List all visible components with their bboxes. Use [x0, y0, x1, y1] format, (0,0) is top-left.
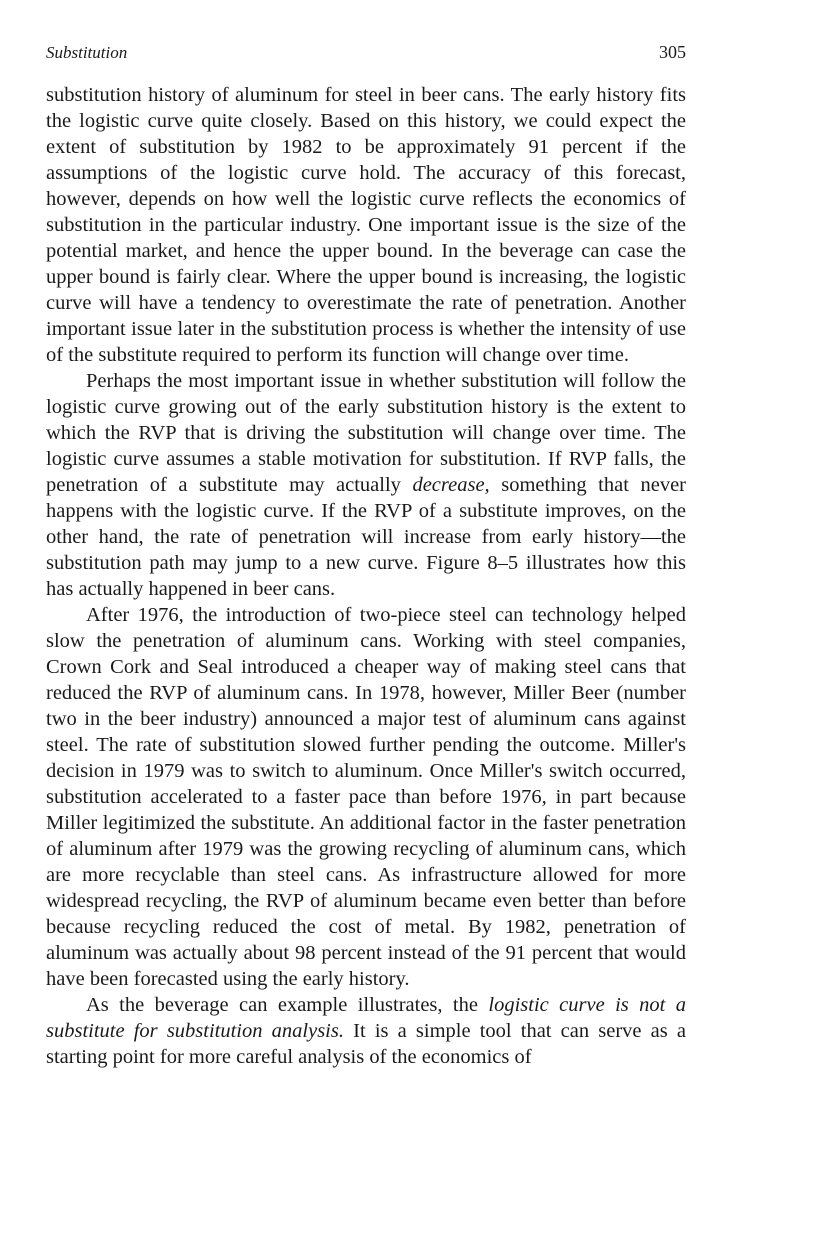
page-number: 305	[659, 42, 686, 62]
paragraph	[46, 82, 686, 368]
text-run: After 1976, the introduction of two-piece steel can technology helped slow the penetration of aluminum cans. Working with steel companies, Crown Cork and Seal introduced a cheaper way of making steel cans that reduced the RVP of aluminum cans. In 1978, however, Miller Beer (number two in the beer industry) announced a major test of aluminum cans against steel. The rate of substitution slowed further pending the outcome. Miller's decision in 1979 was to switch to aluminum. Once Miller's switch occurred, substitution accelerated to a faster pace than before 1976, in part because Miller legitimized the substitute. An additional factor in the faster penetration of aluminum after 1979 was the growing recycling of aluminum cans, which are more recyclable than steel cans. As infrastructure allowed for more widespread recycling, the RVP of aluminum became even better than before because recycling reduced the cost of metal. By 1982, penetration of aluminum was actually about 98 percent instead of the 91 percent that would have been forecasted using the early history.	[46, 604, 686, 990]
text-run: Perhaps the most important issue in whether substitution will follow the logistic curve growing out of the early substitution history is the extent to which the RVP that is driving the substitution will change over time. The logistic curve assumes a stable motivation for substitution. If RVP falls, the penetration of a substitute may actually	[46, 370, 686, 496]
emphasis-text: logistic curve is not a substitute for substitution analysis.	[46, 994, 687, 1042]
paragraph	[46, 602, 686, 992]
body-text	[46, 82, 686, 1070]
paragraph	[46, 368, 686, 602]
book-page	[46, 42, 686, 1070]
paragraph	[46, 992, 686, 1070]
emphasis-text: decrease,	[412, 474, 490, 496]
running-head	[46, 42, 686, 82]
text-run: It is a simple tool that can serve as a starting point for more careful analysis of the economics of	[46, 1020, 686, 1068]
text-run: As the beverage can example illustrates, the	[86, 994, 489, 1016]
text-run: something that never happens with the logistic curve. If the RVP of a substitute improves, on the other hand, the rate of penetration will increase from early history—the substitution path may jump to a new curve. Figure 8–5 illustrates how this has actually happened in beer cans.	[46, 474, 686, 600]
text-run: substitution history of aluminum for steel in beer cans. The early history fits the logistic curve quite closely. Based on this history, we could expect the extent of substitution by 1982 to be approximately 91 percent if the assumptions of the logistic curve hold. The accuracy of this forecast, however, depends on how well the logistic curve reflects the economics of substitution in the particular industry. One important issue is the size of the potential market, and hence the upper bound. In the beverage can case the upper bound is fairly clear. Where the upper bound is increasing, the logistic curve will have a tendency to overestimate the rate of penetration. Another important issue later in the substitution process is whether the intensity of use of the substitute required to perform its function will change over time.	[46, 84, 686, 366]
running-head-title: Substitution	[46, 43, 128, 62]
